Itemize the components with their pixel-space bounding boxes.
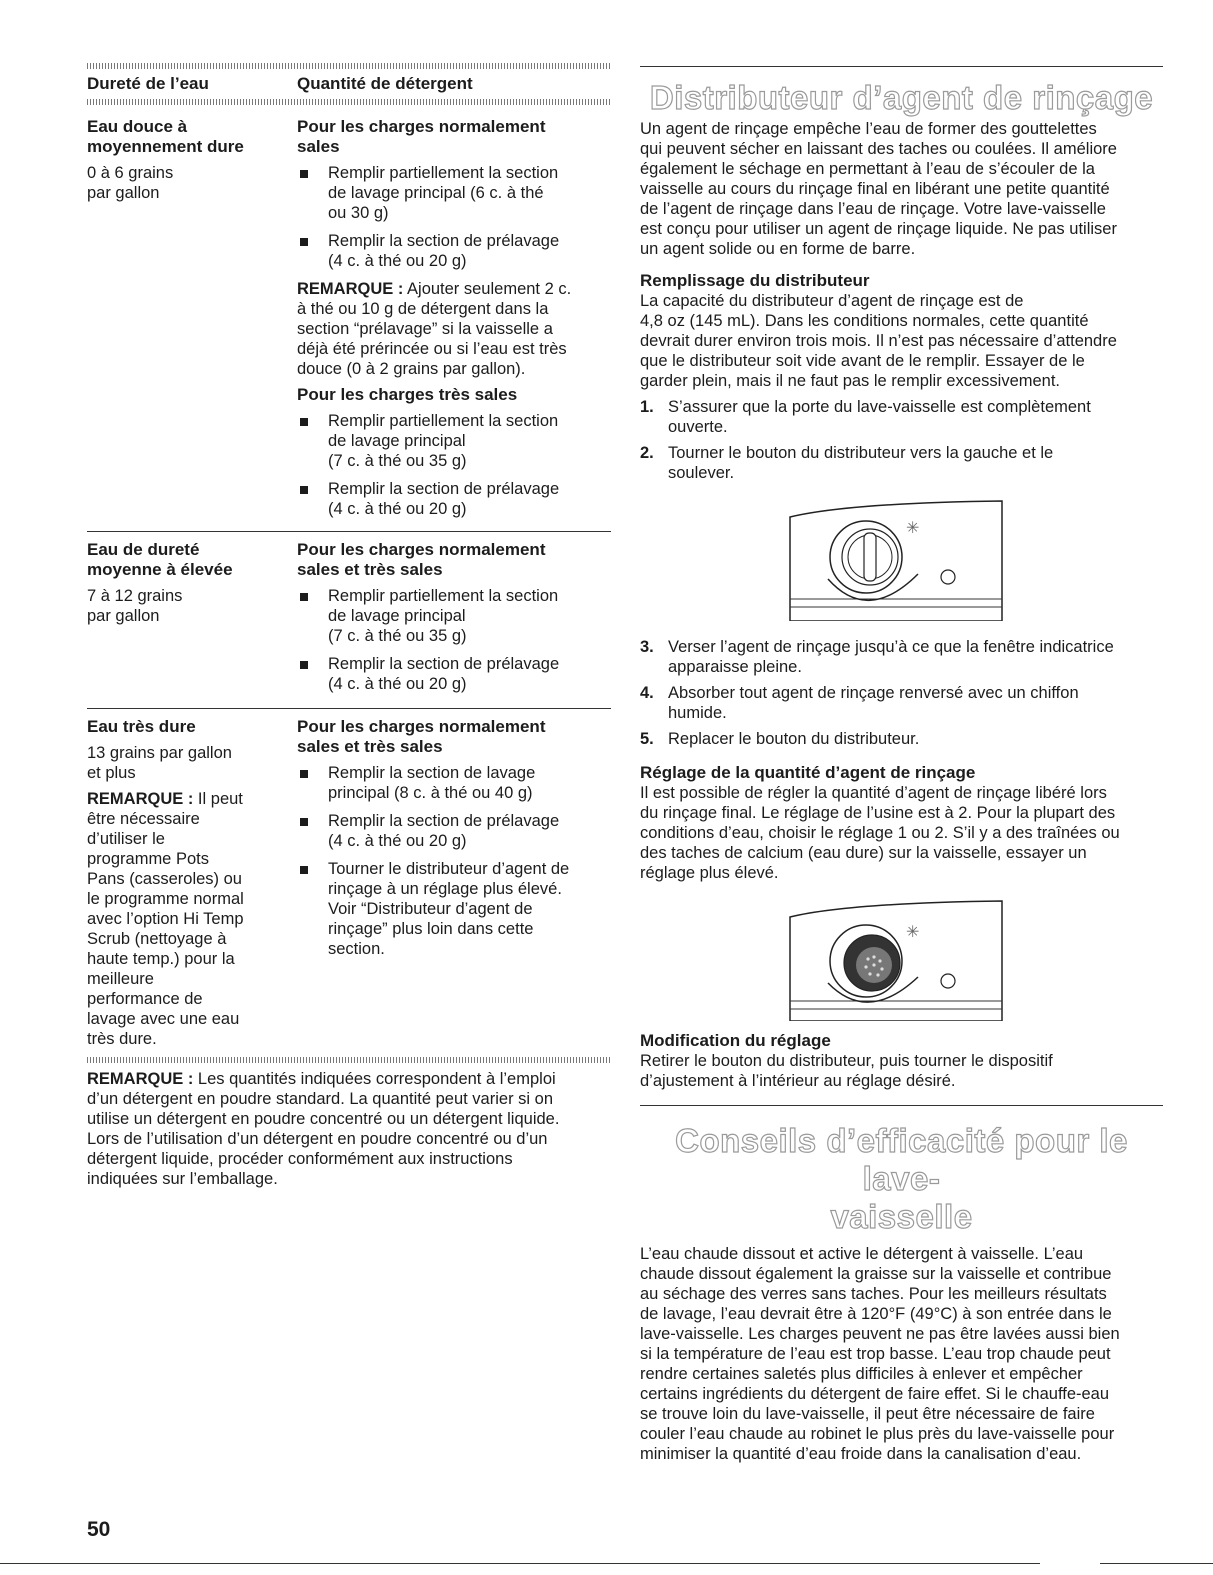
tips-body: L’eau chaude dissout et active le détergent à vaisselle. L’eau chaude dissout également la graisse sur la vaisselle et contribue au séchage des verres sans taches. Pour les meilleurs résultats de lavage, l’eau devrait être à 120°F (49°C) à son entrée dans le lave-vaisselle. Les charges peuvent ne pas être lavées aussi bien si la température de l’eau est trop basse. L’eau trop chaude peut rendre certaines saletés plus difficiles à enlever et empêcher certains ingrédients du détergent de faire effet. Si le chauffe-eau se trouve loin du lave-vaisselle, il peut être nécessaire de faire couler l’eau chaude au robinet le plus près du lave-vaisselle pour minimiser la quantité d’eau froide dans la canalisation d’eau. [640,1245,1120,1463]
grains-text: 7 à 12 grains [87,587,183,605]
note-text: REMARQUE : Ajouter seulement 2 c. [297,280,572,298]
bullet-icon [297,763,328,803]
detergent-cell [297,540,611,694]
dispenser-illustration [788,499,1004,621]
section-rule [640,66,1163,67]
rinse-intro: Un agent de rinçage empêche l’eau de former des gouttelettes qui peuvent sécher en laissant des taches ou coulées. Il améliore également le séchage en permettant à l’eau de s’écouler de la vaisselle au cours du rinçage final en libérant une petite quantité de l’agent de rinçage dans l’eau de rinçage. Votre lave-vaisselle est conçu pour utiliser un agent de rinçage liquide. Ne pas utiliser un agent solide ou en forme de barre. [640,120,1117,258]
note-text: section “prélavage” si la vaisselle a [297,320,553,338]
modify-heading: Modification du réglage [640,1031,831,1050]
row-divider [87,531,611,532]
table-row [87,717,611,1049]
list-item: Remplir la section de prélavage (4 c. à thé ou 20 g) [297,231,611,271]
table-header [87,69,611,99]
section-rule [640,1105,1163,1106]
page-number: 50 [87,1518,111,1541]
grains-text: 13 grains par gallon [87,744,232,762]
bottom-note: REMARQUE : Les quantités indiquées correspondent à l’emploi d’un détergent en poudre standard. La quantité peut varier si on utilise un détergent en poudre concentré ou un détergent liquide. Lors de l’utilisation d’un détergent en poudre concentré ou d’un détergent liquide, procéder conformément aux instructions indiquées sur l’emballage. [87,1070,560,1188]
svg-text:✳: ✳ [906,518,920,537]
note-label: REMARQUE : [87,790,194,808]
tips-title: Conseils d’efficacité pour le lave- vaisselle [675,1122,1128,1235]
adjust-text: Il est possible de régler la quantité d’agent de rinçage libéré lors du rinçage final. Le réglage de l’usine est à 2. Pour la plupart des conditions d’eau, choisir le réglage 1 ou 2. S’il y a des traînées ou des taches de calcium (eau dure) sur la vaisselle, essayer un réglage plus élevé. [640,784,1120,882]
adjustment-illustration [788,899,1004,1021]
table-header-rule [87,99,611,105]
note-label: REMARQUE : [87,1070,194,1088]
adjust-heading: Réglage de la quantité d’agent de rinçage [640,763,976,782]
header-detergent-quantity: Quantité de détergent [297,74,473,93]
grains-text: par gallon [87,184,160,202]
list-item: Remplir partiellement la section de lavage principal (7 c. à thé ou 35 g) [297,586,611,646]
bullet-icon [297,411,328,471]
bullet-icon [297,859,328,959]
footer-rule-short [1100,1563,1213,1564]
note-label: REMARQUE : [297,280,404,298]
footer-rule [0,1563,1040,1564]
hardness-label: moyennement dure [87,137,244,156]
list-item: 4. Absorber tout agent de rinçage renversé avec un chiffon humide. [640,684,1079,722]
bullet-icon [297,479,328,519]
load-heading: Pour les charges normalement [297,717,546,736]
load-heading: sales et très sales [297,560,443,579]
detergent-cell [297,117,611,519]
note-text: douce (0 à 2 grains par gallon). [297,360,526,378]
detergent-table-column [87,0,611,1189]
load-heading: sales et très sales [297,737,443,756]
bullet-icon [297,586,328,646]
bullet-icon [297,811,328,851]
list-item: Remplir la section de prélavage (4 c. à thé ou 20 g) [297,811,611,851]
list-item: 2. Tourner le bouton du distributeur vers la gauche et le soulever. [640,444,1054,482]
grains-text: et plus [87,764,136,782]
hardness-cell: Eau très dure 13 grains par gallon et plus REMARQUE : Il peut être nécessaire d’utiliser le programme Pots Pans (casseroles) ou le programme normal avec l’option Hi Temp Scrub (nettoyage à haute temp.) pour la meilleure performance de lavage avec une eau très dure. [87,717,297,1049]
list-item: Tourner le distributeur d’agent de rinçage à un réglage plus élevé. Voir “Distributeur d’agent de rinçage” plus loin dans cette section. [297,859,611,959]
list-item: 5. Replacer le bouton du distributeur. [640,730,920,748]
list-item: Remplir partiellement la section de lavage principal (7 c. à thé ou 35 g) [297,411,611,471]
rinse-aid-column [640,0,1163,1464]
detergent-cell [297,717,611,1049]
hardness-cell [87,117,297,519]
fill-heading: Remplissage du distributeur [640,271,870,290]
bullet-icon [297,654,328,694]
list-item: Remplir partiellement la section de lavage principal (6 c. à thé ou 30 g) [297,163,611,223]
hardness-label: moyenne à élevée [87,560,233,579]
svg-text:✳: ✳ [906,922,920,941]
list-item: Remplir la section de prélavage (4 c. à thé ou 20 g) [297,654,611,694]
table-row [87,117,611,519]
note-text: REMARQUE : Il peut [87,790,243,808]
list-item: Remplir la section de lavage principal (8 c. à thé ou 40 g) [297,763,611,803]
hardness-label: Eau douce à [87,117,188,136]
load-heading: sales [297,137,340,156]
modify-text: Retirer le bouton du distributeur, puis tourner le dispositif d’ajustement à l’intérieur au réglage désiré. [640,1052,1053,1090]
hardness-label: Eau de dureté [87,540,200,559]
table-bottom-rule [87,1057,611,1063]
list-item: Remplir la section de prélavage (4 c. à thé ou 20 g) [297,479,611,519]
list-item: 3. Verser l’agent de rinçage jusqu’à ce que la fenêtre indicatrice apparaisse pleine. [640,638,1114,676]
row-divider [87,708,611,709]
hardness-cell [87,540,297,694]
grains-text: par gallon [87,607,160,625]
load-heading: Pour les charges normalement [297,117,546,136]
note-text: déjà été prérincée ou si l’eau est très [297,340,567,358]
grains-text: 0 à 6 grains [87,164,174,182]
note-text: à thé ou 10 g de détergent dans la [297,300,549,318]
fill-text: La capacité du distributeur d’agent de rinçage est de 4,8 oz (145 mL). Dans les conditions normales, cette quantité devrait durer environ trois mois. Il n’est pas nécessaire d’attendre que le distributeur soit vide avant de le remplir. Essayer de le garder plein, mais il ne faut pas le remplir excessivement. [640,292,1117,390]
hardness-label: Eau très dure [87,717,196,736]
bullet-icon [297,231,328,271]
bullet-icon [297,163,328,223]
rinse-aid-title: Distributeur d’agent de rinçage [649,79,1154,116]
header-water-hardness: Dureté de l’eau [87,74,209,93]
table-row [87,540,611,694]
load-heading: Pour les charges normalement [297,540,546,559]
load-heading: Pour les charges très sales [297,385,518,404]
list-item: 1. S’assurer que la porte du lave-vaisselle est complètement ouverte. [640,398,1091,436]
